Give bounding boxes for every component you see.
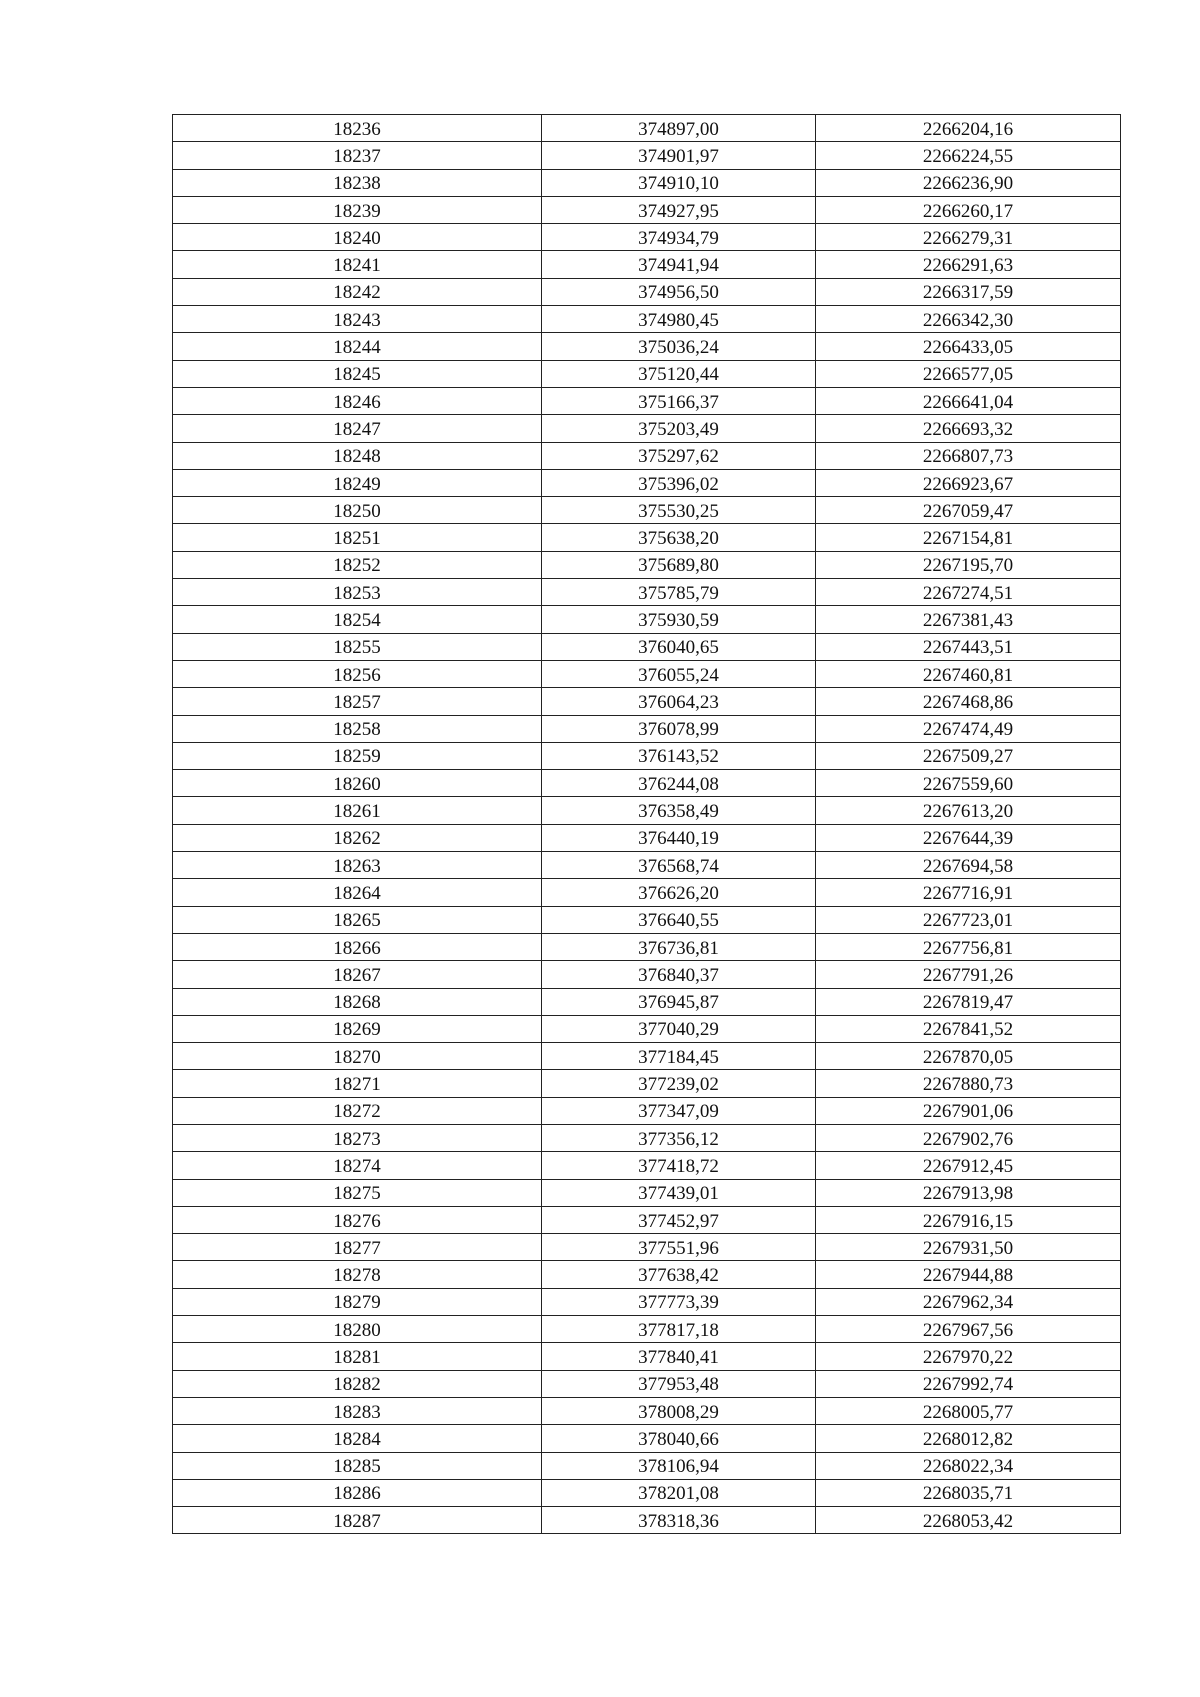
point-number-cell: 18264: [173, 879, 542, 906]
point-number-cell: 18243: [173, 306, 542, 333]
point-number-cell: 18263: [173, 852, 542, 879]
x-coordinate-cell: 377840,41: [542, 1343, 816, 1370]
y-coordinate-cell: 2268053,42: [816, 1507, 1121, 1534]
point-number-cell: 18254: [173, 606, 542, 633]
table-row: [173, 1070, 1121, 1097]
x-coordinate-cell: 377418,72: [542, 1152, 816, 1179]
y-coordinate-cell: 2267509,27: [816, 742, 1121, 769]
y-coordinate-cell: 2267901,06: [816, 1097, 1121, 1124]
point-number-cell: 18275: [173, 1179, 542, 1206]
point-number-cell: 18241: [173, 251, 542, 278]
x-coordinate-cell: 376040,65: [542, 633, 816, 660]
point-number-cell: 18281: [173, 1343, 542, 1370]
point-number-cell: 18282: [173, 1370, 542, 1397]
table-row: [173, 1479, 1121, 1506]
x-coordinate-cell: 377040,29: [542, 1015, 816, 1042]
x-coordinate-cell: 377347,09: [542, 1097, 816, 1124]
y-coordinate-cell: 2268005,77: [816, 1397, 1121, 1424]
y-coordinate-cell: 2267195,70: [816, 551, 1121, 578]
table-row: [173, 988, 1121, 1015]
table-row: [173, 1124, 1121, 1151]
point-number-cell: 18267: [173, 961, 542, 988]
y-coordinate-cell: 2267819,47: [816, 988, 1121, 1015]
table-row: [173, 1288, 1121, 1315]
y-coordinate-cell: 2266317,59: [816, 278, 1121, 305]
point-number-cell: 18239: [173, 196, 542, 223]
table-row: [173, 933, 1121, 960]
x-coordinate-cell: 377953,48: [542, 1370, 816, 1397]
y-coordinate-cell: 2267870,05: [816, 1043, 1121, 1070]
y-coordinate-cell: 2267468,86: [816, 688, 1121, 715]
point-number-cell: 18276: [173, 1206, 542, 1233]
coordinates-table: [172, 114, 1121, 1534]
point-number-cell: 18262: [173, 824, 542, 851]
table-row: [173, 524, 1121, 551]
y-coordinate-cell: 2267723,01: [816, 906, 1121, 933]
x-coordinate-cell: 375120,44: [542, 360, 816, 387]
point-number-cell: 18250: [173, 497, 542, 524]
table-row: [173, 660, 1121, 687]
x-coordinate-cell: 376840,37: [542, 961, 816, 988]
table-row: [173, 1152, 1121, 1179]
y-coordinate-cell: 2267274,51: [816, 579, 1121, 606]
table-row: [173, 497, 1121, 524]
point-number-cell: 18268: [173, 988, 542, 1015]
table-row: [173, 879, 1121, 906]
point-number-cell: 18270: [173, 1043, 542, 1070]
table-row: [173, 1015, 1121, 1042]
x-coordinate-cell: 374934,79: [542, 224, 816, 251]
y-coordinate-cell: 2267880,73: [816, 1070, 1121, 1097]
point-number-cell: 18260: [173, 770, 542, 797]
y-coordinate-cell: 2267970,22: [816, 1343, 1121, 1370]
x-coordinate-cell: 374897,00: [542, 115, 816, 142]
y-coordinate-cell: 2266204,16: [816, 115, 1121, 142]
table-row: [173, 606, 1121, 633]
x-coordinate-cell: 375638,20: [542, 524, 816, 551]
point-number-cell: 18283: [173, 1397, 542, 1424]
table-row: [173, 1343, 1121, 1370]
table-row: [173, 1043, 1121, 1070]
x-coordinate-cell: 376244,08: [542, 770, 816, 797]
x-coordinate-cell: 377638,42: [542, 1261, 816, 1288]
x-coordinate-cell: 375036,24: [542, 333, 816, 360]
y-coordinate-cell: 2266693,32: [816, 415, 1121, 442]
y-coordinate-cell: 2267944,88: [816, 1261, 1121, 1288]
x-coordinate-cell: 376626,20: [542, 879, 816, 906]
y-coordinate-cell: 2266224,55: [816, 142, 1121, 169]
point-number-cell: 18278: [173, 1261, 542, 1288]
x-coordinate-cell: 377239,02: [542, 1070, 816, 1097]
point-number-cell: 18273: [173, 1124, 542, 1151]
x-coordinate-cell: 375396,02: [542, 469, 816, 496]
table-row: [173, 906, 1121, 933]
point-number-cell: 18248: [173, 442, 542, 469]
point-number-cell: 18284: [173, 1425, 542, 1452]
y-coordinate-cell: 2267916,15: [816, 1206, 1121, 1233]
table-row: [173, 306, 1121, 333]
y-coordinate-cell: 2266807,73: [816, 442, 1121, 469]
x-coordinate-cell: 374901,97: [542, 142, 816, 169]
table-row: [173, 333, 1121, 360]
table-row: [173, 1179, 1121, 1206]
y-coordinate-cell: 2267756,81: [816, 933, 1121, 960]
point-number-cell: 18266: [173, 933, 542, 960]
point-number-cell: 18277: [173, 1234, 542, 1261]
table-row: [173, 251, 1121, 278]
table-row: [173, 360, 1121, 387]
table-row: [173, 278, 1121, 305]
x-coordinate-cell: 378318,36: [542, 1507, 816, 1534]
x-coordinate-cell: 378201,08: [542, 1479, 816, 1506]
x-coordinate-cell: 376736,81: [542, 933, 816, 960]
x-coordinate-cell: 376440,19: [542, 824, 816, 851]
x-coordinate-cell: 376064,23: [542, 688, 816, 715]
point-number-cell: 18238: [173, 169, 542, 196]
table-row: [173, 551, 1121, 578]
y-coordinate-cell: 2266279,31: [816, 224, 1121, 251]
x-coordinate-cell: 376945,87: [542, 988, 816, 1015]
x-coordinate-cell: 378106,94: [542, 1452, 816, 1479]
x-coordinate-cell: 375297,62: [542, 442, 816, 469]
x-coordinate-cell: 377773,39: [542, 1288, 816, 1315]
x-coordinate-cell: 378008,29: [542, 1397, 816, 1424]
x-coordinate-cell: 375203,49: [542, 415, 816, 442]
y-coordinate-cell: 2267912,45: [816, 1152, 1121, 1179]
y-coordinate-cell: 2267967,56: [816, 1316, 1121, 1343]
y-coordinate-cell: 2267716,91: [816, 879, 1121, 906]
point-number-cell: 18244: [173, 333, 542, 360]
table-row: [173, 196, 1121, 223]
y-coordinate-cell: 2267962,34: [816, 1288, 1121, 1315]
y-coordinate-cell: 2267913,98: [816, 1179, 1121, 1206]
table-row: [173, 797, 1121, 824]
y-coordinate-cell: 2267559,60: [816, 770, 1121, 797]
y-coordinate-cell: 2267931,50: [816, 1234, 1121, 1261]
point-number-cell: 18258: [173, 715, 542, 742]
y-coordinate-cell: 2267841,52: [816, 1015, 1121, 1042]
x-coordinate-cell: 376640,55: [542, 906, 816, 933]
x-coordinate-cell: 375166,37: [542, 387, 816, 414]
table-row: [173, 1425, 1121, 1452]
x-coordinate-cell: 377356,12: [542, 1124, 816, 1151]
x-coordinate-cell: 375930,59: [542, 606, 816, 633]
table-row: [173, 1206, 1121, 1233]
y-coordinate-cell: 2266236,90: [816, 169, 1121, 196]
y-coordinate-cell: 2267474,49: [816, 715, 1121, 742]
table-row: [173, 469, 1121, 496]
y-coordinate-cell: 2267059,47: [816, 497, 1121, 524]
table-row: [173, 579, 1121, 606]
point-number-cell: 18261: [173, 797, 542, 824]
y-coordinate-cell: 2267460,81: [816, 660, 1121, 687]
point-number-cell: 18272: [173, 1097, 542, 1124]
point-number-cell: 18265: [173, 906, 542, 933]
x-coordinate-cell: 377439,01: [542, 1179, 816, 1206]
y-coordinate-cell: 2266291,63: [816, 251, 1121, 278]
y-coordinate-cell: 2267694,58: [816, 852, 1121, 879]
table-row: [173, 770, 1121, 797]
table-row: [173, 1397, 1121, 1424]
point-number-cell: 18253: [173, 579, 542, 606]
table-row: [173, 415, 1121, 442]
point-number-cell: 18256: [173, 660, 542, 687]
point-number-cell: 18271: [173, 1070, 542, 1097]
x-coordinate-cell: 377817,18: [542, 1316, 816, 1343]
coordinates-table-body: [173, 115, 1121, 1534]
y-coordinate-cell: 2267381,43: [816, 606, 1121, 633]
x-coordinate-cell: 374980,45: [542, 306, 816, 333]
point-number-cell: 18269: [173, 1015, 542, 1042]
x-coordinate-cell: 377551,96: [542, 1234, 816, 1261]
point-number-cell: 18236: [173, 115, 542, 142]
x-coordinate-cell: 375689,80: [542, 551, 816, 578]
table-row: [173, 688, 1121, 715]
y-coordinate-cell: 2268012,82: [816, 1425, 1121, 1452]
point-number-cell: 18255: [173, 633, 542, 660]
x-coordinate-cell: 376358,49: [542, 797, 816, 824]
table-row: [173, 1234, 1121, 1261]
table-row: [173, 852, 1121, 879]
x-coordinate-cell: 375530,25: [542, 497, 816, 524]
table-row: [173, 961, 1121, 988]
point-number-cell: 18249: [173, 469, 542, 496]
table-row: [173, 742, 1121, 769]
point-number-cell: 18285: [173, 1452, 542, 1479]
x-coordinate-cell: 376568,74: [542, 852, 816, 879]
y-coordinate-cell: 2268035,71: [816, 1479, 1121, 1506]
y-coordinate-cell: 2267902,76: [816, 1124, 1121, 1151]
point-number-cell: 18274: [173, 1152, 542, 1179]
table-row: [173, 442, 1121, 469]
y-coordinate-cell: 2267443,51: [816, 633, 1121, 660]
table-row: [173, 115, 1121, 142]
y-coordinate-cell: 2267791,26: [816, 961, 1121, 988]
y-coordinate-cell: 2266577,05: [816, 360, 1121, 387]
x-coordinate-cell: 376055,24: [542, 660, 816, 687]
point-number-cell: 18279: [173, 1288, 542, 1315]
point-number-cell: 18286: [173, 1479, 542, 1506]
point-number-cell: 18237: [173, 142, 542, 169]
y-coordinate-cell: 2266260,17: [816, 196, 1121, 223]
table-row: [173, 387, 1121, 414]
table-row: [173, 1370, 1121, 1397]
table-row: [173, 1507, 1121, 1534]
table-row: [173, 1316, 1121, 1343]
point-number-cell: 18245: [173, 360, 542, 387]
x-coordinate-cell: 376143,52: [542, 742, 816, 769]
x-coordinate-cell: 378040,66: [542, 1425, 816, 1452]
table-row: [173, 1261, 1121, 1288]
point-number-cell: 18252: [173, 551, 542, 578]
point-number-cell: 18246: [173, 387, 542, 414]
x-coordinate-cell: 377184,45: [542, 1043, 816, 1070]
x-coordinate-cell: 374910,10: [542, 169, 816, 196]
x-coordinate-cell: 374941,94: [542, 251, 816, 278]
table-row: [173, 824, 1121, 851]
point-number-cell: 18251: [173, 524, 542, 551]
y-coordinate-cell: 2267613,20: [816, 797, 1121, 824]
y-coordinate-cell: 2267154,81: [816, 524, 1121, 551]
point-number-cell: 18240: [173, 224, 542, 251]
point-number-cell: 18280: [173, 1316, 542, 1343]
x-coordinate-cell: 374956,50: [542, 278, 816, 305]
point-number-cell: 18259: [173, 742, 542, 769]
y-coordinate-cell: 2267992,74: [816, 1370, 1121, 1397]
y-coordinate-cell: 2266342,30: [816, 306, 1121, 333]
y-coordinate-cell: 2266433,05: [816, 333, 1121, 360]
point-number-cell: 18287: [173, 1507, 542, 1534]
table-row: [173, 633, 1121, 660]
point-number-cell: 18247: [173, 415, 542, 442]
x-coordinate-cell: 377452,97: [542, 1206, 816, 1233]
y-coordinate-cell: 2266641,04: [816, 387, 1121, 414]
table-row: [173, 715, 1121, 742]
y-coordinate-cell: 2267644,39: [816, 824, 1121, 851]
table-row: [173, 224, 1121, 251]
x-coordinate-cell: 376078,99: [542, 715, 816, 742]
y-coordinate-cell: 2268022,34: [816, 1452, 1121, 1479]
table-row: [173, 142, 1121, 169]
point-number-cell: 18242: [173, 278, 542, 305]
table-row: [173, 1097, 1121, 1124]
x-coordinate-cell: 374927,95: [542, 196, 816, 223]
y-coordinate-cell: 2266923,67: [816, 469, 1121, 496]
point-number-cell: 18257: [173, 688, 542, 715]
table-row: [173, 1452, 1121, 1479]
x-coordinate-cell: 375785,79: [542, 579, 816, 606]
table-row: [173, 169, 1121, 196]
